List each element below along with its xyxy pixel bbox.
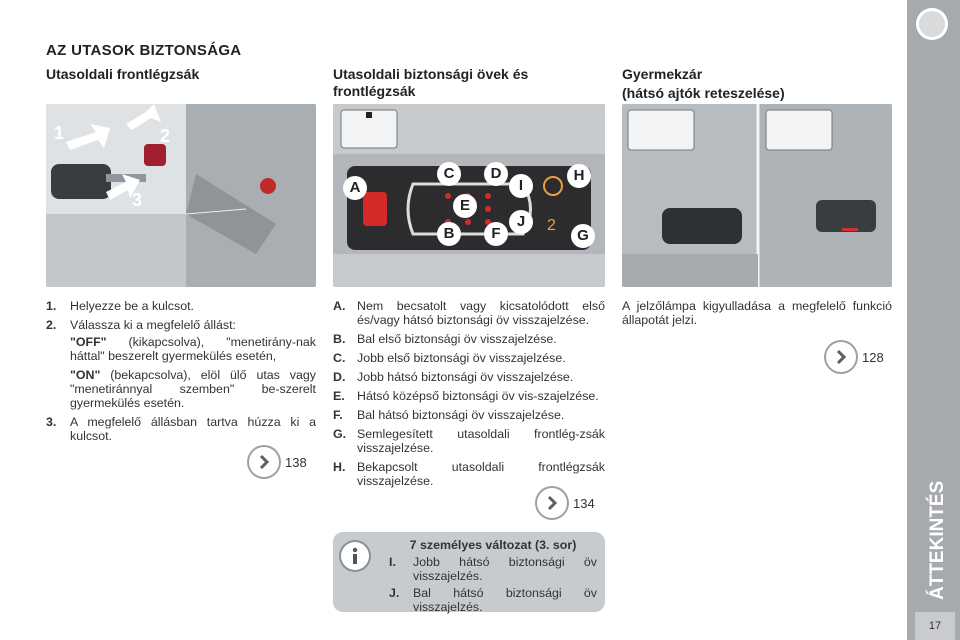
diagram-label-f: F — [484, 222, 508, 246]
diagram-label-d: D — [484, 162, 508, 186]
child-lock-illustration — [622, 104, 892, 287]
list-item: B. Bal első biztonsági öv visszajelzése. — [333, 332, 557, 346]
sub-item-off: "OFF" (kikapcsolva), "menetirány-nak háttal" beszerelt gyermekülés esetén, — [70, 335, 316, 363]
page-title: AZ UTASOK BIZTONSÁGA — [46, 42, 242, 59]
chapter-logo-icon — [916, 8, 948, 40]
list-item: H. Bekapcsolt utasoldali frontlégzsák visszajelzése. — [333, 460, 605, 488]
list-item: G. Semlegesített utasoldali frontlég-zsák visszajelzése. — [333, 427, 605, 455]
diagram-label-e: E — [453, 194, 477, 218]
col3-description: A jelzőlámpa kigyulladása a megfelelő funkció állapotát jelzi. — [622, 299, 892, 327]
chapter-label-text: ÁTTEKINTÉS — [927, 480, 948, 600]
info-box-7-seat — [333, 532, 605, 612]
list-item: 3. A megfelelő állásban tartva húzza ki a kulcsot. — [46, 415, 316, 443]
info-box-content — [389, 538, 597, 619]
section-title-child-lock: Gyermekzár (hátsó ajtók reteszelése) — [622, 66, 785, 101]
info-icon — [341, 542, 369, 570]
info-box-title: 7 személyes változat (3. sor) — [409, 538, 577, 552]
col2-indicator-list — [333, 299, 605, 493]
list-item: I. Jobb hátsó biztonsági öv visszajelzés. — [389, 555, 597, 583]
diagram-label-g: G — [571, 224, 595, 248]
section-title-passenger-airbag: Utasoldali frontlégzsák — [46, 66, 200, 82]
arrow-right-icon — [826, 342, 856, 372]
page-ref-138[interactable]: 138 — [249, 447, 307, 477]
list-item: F. Bal hátsó biztonsági öv visszajelzése. — [333, 408, 565, 422]
arrow-right-icon — [249, 447, 279, 477]
key-switch-photo — [46, 104, 316, 287]
list-item: J. Bal hátsó biztonsági öv visszajelzés. — [389, 586, 597, 614]
list-item: 1. Helyezze be a kulcsot. — [46, 299, 194, 313]
photo-label-2: 2 — [160, 126, 171, 146]
photo-label-3: 3 — [132, 190, 143, 210]
arrow-right-icon — [537, 488, 567, 518]
page-number: 17 — [915, 612, 955, 640]
key-switch-illustration — [46, 104, 316, 287]
sub-item-on: "ON" (bekapcsolva), elöl ülő utas vagy "menetiránnyal szemben" be-szerelt gyermekülés esetén. — [70, 368, 316, 410]
diagram-label-h: H — [567, 164, 591, 188]
diagram-label-b: B — [437, 222, 461, 246]
chapter-label — [915, 445, 955, 605]
list-item: C. Jobb első biztonsági öv visszajelzése. — [333, 351, 566, 365]
diagram-label-c: C — [437, 162, 461, 186]
list-item: E. Hátsó középső biztonsági öv vis-szajelzése. — [333, 389, 599, 403]
diagram-label-a: A — [343, 176, 367, 200]
svg-text:2: 2 — [547, 217, 556, 234]
section-title-seatbelts: Utasoldali biztonsági övek és frontlégzsák — [333, 66, 529, 99]
list-item: A. Nem becsatolt vagy kicsatolódott első és/vagy hátsó biztonsági öv visszajelzése. — [333, 299, 605, 327]
photo-label-1: 1 — [54, 123, 65, 143]
list-item: 2. Válassza ki a megfelelő állást: — [46, 318, 236, 332]
list-item: D. Jobb hátsó biztonsági öv visszajelzése. — [333, 370, 574, 384]
seatbelt-panel-photo — [333, 104, 605, 287]
diagram-label-j: J — [509, 210, 533, 234]
child-lock-photo — [622, 104, 892, 287]
page-ref-134[interactable]: 134 — [537, 488, 595, 518]
col1-instructions — [46, 299, 316, 448]
page-ref-128[interactable]: 128 — [826, 342, 884, 372]
diagram-label-i: I — [509, 174, 533, 198]
